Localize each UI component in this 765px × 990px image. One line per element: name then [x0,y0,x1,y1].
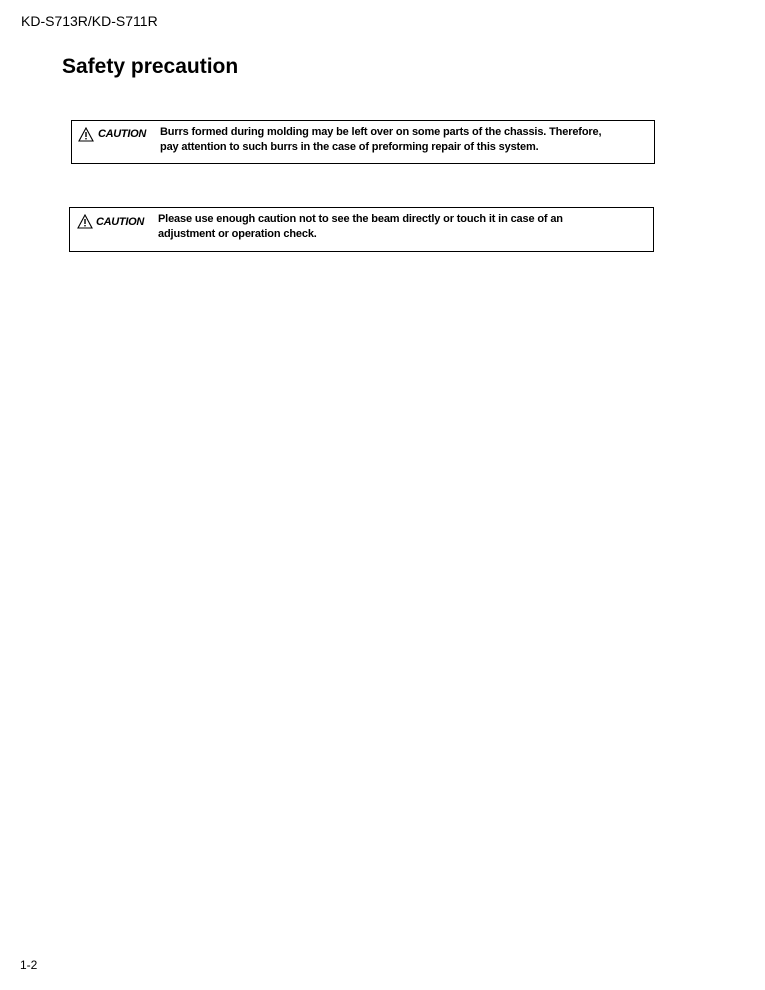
page-title: Safety precaution [62,55,239,78]
caution-box [71,120,655,164]
caution-box [69,207,654,252]
caution-text [158,212,563,242]
caution-label: CAUTION [98,128,147,140]
warning-triangle-icon [78,127,94,142]
caution-text-line: Please use enough caution not to see the beam directly or touch it in case of an [158,213,563,225]
caution-text-line: Burrs formed during molding may be left over on some parts of the chassis. Therefore, [160,126,602,138]
warning-triangle-icon [77,214,93,229]
model-header: KD-S713R/KD-S711R [21,13,158,29]
caution-text-line: adjustment or operation check. [158,228,317,240]
caution-text-line: pay attention to such burrs in the case of preforming repair of this system. [160,141,539,153]
caution-text [160,125,601,155]
page-number: 1-2 [20,958,38,972]
caution-label: CAUTION [96,216,145,228]
